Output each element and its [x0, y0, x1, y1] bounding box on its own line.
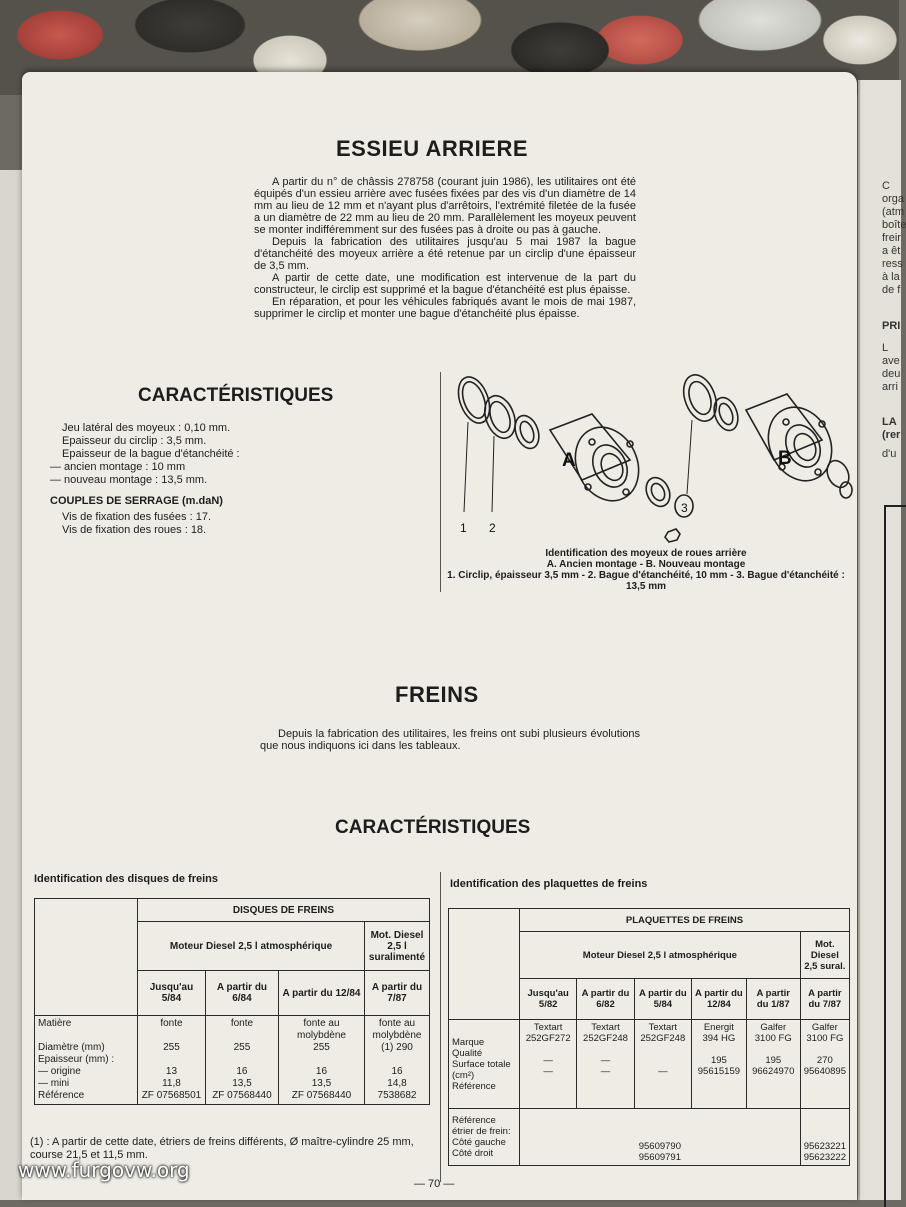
paragraph: Depuis la fabrication des utilitaires jusqu'au 5 mai 1987 la bague d'étanchéité des moyeux arrière a été retenue par un circlip d'une épaisseur de 3,5 mm.	[254, 236, 636, 272]
callout-1: 1	[460, 521, 467, 535]
etrier-atmo: 95609790 95609791	[520, 1109, 801, 1166]
disques-caption: Identification des disques de freins	[34, 873, 218, 885]
seal-ring	[479, 392, 520, 443]
period: Jusqu'au 5/82	[520, 979, 577, 1020]
etrier-sural: 95623221 95623222	[800, 1109, 849, 1166]
spec-line: — nouveau montage : 13,5 mm.	[50, 474, 208, 486]
row-labels: Marque Qualité Surface totale (cm²) Référence	[449, 1020, 520, 1109]
column-divider	[440, 372, 441, 592]
period: A partir du 7/87	[800, 979, 849, 1020]
page-left-edge	[0, 170, 22, 1200]
disques-header: DISQUES DE FREINS	[138, 899, 430, 922]
plaquettes-caption: Identification des plaquettes de freins	[450, 878, 648, 890]
section-title-essieu: ESSIEU ARRIERE	[336, 136, 529, 161]
plaquette-col: Textart 252GF248 — —	[577, 1020, 634, 1109]
spec-line: Jeu latéral des moyeux : 0,10 mm.	[62, 422, 231, 434]
disques-table	[34, 898, 430, 1105]
plaquette-col: Galfer 3100 FG 195 96624970	[746, 1020, 800, 1109]
plaquette-col: Textart 252GF248 —	[634, 1020, 691, 1109]
paragraph: A partir du n° de châssis 278758 (courant juin 1986), les utilitaires ont été équipés d'un essieu arrière avec fusées fixées par des vis d'un diamètre de 14 mm au lieu de 12 mm et n'ayant plus d'arrêtoirs, l'extrémité filetée de la fusée a un diamètre de 22 mm au lieu de 20 mm. Parallèlement les moyeux peuvent se monter indifféremment sur des fusées pas à droite ou pas à gauche.	[254, 176, 636, 236]
caption-ab: A. Ancien montage - B. Nouveau montage	[546, 559, 746, 570]
column-divider	[440, 872, 441, 1182]
engine-sural: Mot. Diesel 2,5 l suralimenté	[365, 922, 430, 971]
couple-line: Vis de fixation des roues : 18.	[62, 524, 207, 536]
engine-atmo: Moteur Diesel 2,5 l atmosphérique	[138, 922, 365, 971]
facing-page-edge: C orga (atm boîte freir a êt ress à la de f PRI L ave deu arri LA (rer d'u	[858, 80, 901, 1200]
couple-line: Vis de fixation des fusées : 17.	[62, 511, 211, 523]
period: A partir du 7/87	[365, 971, 430, 1016]
callout-3: 3	[681, 501, 688, 515]
period: A partir du 1/87	[746, 979, 800, 1020]
callout-2: 2	[489, 521, 496, 535]
circlip-ring	[453, 373, 496, 428]
section-title-freins: FREINS	[395, 682, 479, 707]
plaquette-col: Textart 252GF272 — —	[520, 1020, 577, 1109]
essieu-text	[254, 176, 636, 320]
period: A partir du 5/84	[634, 979, 691, 1020]
period: A partir du 12/84	[278, 971, 364, 1016]
section-title-caracteristiques-2: CARACTÉRISTIQUES	[335, 817, 531, 838]
period: A partir du 6/84	[205, 971, 278, 1016]
etrier-labels: Référence étrier de frein: Côté gauche Côté droit	[449, 1109, 520, 1166]
caption-detail: 1. Circlip, épaisseur 3,5 mm - 2. Bague d'étanchéité, 10 mm - 3. Bague d'étanchéité : 13,5 mm	[447, 570, 845, 592]
paragraph: A partir de cette date, une modification est intervenue de la part du constructeur, le circlip est supprimé et la bague d'étanchéité est plus épaisse.	[254, 272, 636, 296]
disque-col: fonte au molybdène 255 16 13,5 ZF 07568440	[278, 1016, 364, 1105]
period: Jusqu'au 5/84	[138, 971, 206, 1016]
book-page	[22, 72, 857, 1200]
figure-caption	[446, 548, 846, 592]
disques-footnote: (1) : A partir de cette date, étriers de freins différents, Ø maître-cylindre 25 mm, course 21,5 et 11,5 mm.	[30, 1136, 414, 1161]
freins-text: Depuis la fabrication des utilitaires, les freins ont subi plusieurs évolutions que nous indiquons ici dans les tableaux.	[260, 728, 640, 752]
engine-sural: Mot. Diesel 2,5 sural.	[800, 932, 849, 979]
caracteristiques-list	[50, 422, 430, 537]
plaquette-col: Galfer 3100 FG 270 95640895	[800, 1020, 849, 1109]
section-title-caracteristiques: CARACTÉRISTIQUES	[138, 385, 334, 406]
row-labels: Matière Diamètre (mm) Epaisseur (mm) : — origine — mini Référence	[35, 1016, 138, 1105]
period: A partir du 6/82	[577, 979, 634, 1020]
figure-label-a: A	[562, 450, 576, 471]
plaquettes-table	[448, 908, 850, 1166]
plaquettes-header: PLAQUETTES DE FREINS	[520, 909, 850, 932]
disque-col: fonte au molybdène (1) 290 16 14,8 7538682	[365, 1016, 430, 1105]
hub-diagram	[442, 362, 852, 552]
spec-line: — ancien montage : 10 mm	[50, 461, 186, 473]
paragraph: En réparation, et pour les véhicules fabriqués avant le mois de mai 1987, supprimer le circlip et monter une bague d'étanchéité plus épaisse.	[254, 296, 636, 320]
plaquette-col: Energit 394 HG 195 95615159	[691, 1020, 746, 1109]
watermark: www.furgovw.org	[18, 1158, 190, 1182]
caption-title: Identification des moyeux de roues arrière	[545, 548, 747, 559]
disque-col: fonte 255 16 13,5 ZF 07568440	[205, 1016, 278, 1105]
engine-atmo: Moteur Diesel 2,5 l atmosphérique	[520, 932, 801, 979]
page-number: — 70 —	[414, 1178, 455, 1190]
spec-line: Epaisseur de la bague d'étanchéité :	[62, 448, 240, 460]
bearing-ring	[511, 412, 543, 451]
disque-col: fonte 255 13 11,8 ZF 07568501	[138, 1016, 206, 1105]
couples-title: COUPLES DE SERRAGE (m.daN)	[50, 495, 223, 507]
period: A partir du 12/84	[691, 979, 746, 1020]
spec-line: Epaisseur du circlip : 3,5 mm.	[62, 435, 207, 447]
figure-label-b: B	[778, 448, 792, 469]
